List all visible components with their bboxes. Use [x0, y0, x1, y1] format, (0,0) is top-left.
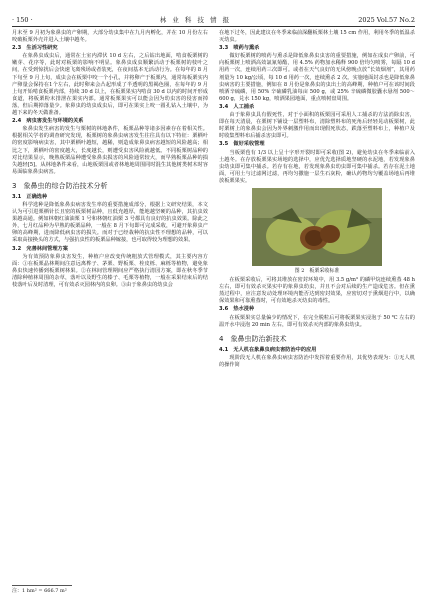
- page-header: [12, 10, 415, 27]
- section-heading: 3.4 人工捕杀: [219, 103, 255, 110]
- paragraph: 为有效预防象鼻虫害发生，种植户应改变传统粗放式管理模式，其主要内容方面：①在板栗晶林期间注意远离桦子、茅栗、野板栗、栓皮栎、麻栎等植物，避免象鼻虫快速传播到板栗树林果。②在林间管理期间应严格执行清园方案，即在秋冬季节清除种植林周围的杂草，落叶以及野生的榛子、毛栗等植物，一般在采果结束后的结枝落叶后及时清理，可有效杀灭园林内的虫卵。③由于象鼻虫的幼虫会: [12, 253, 208, 288]
- paragraph: 科学选种是降低象鼻虫病害发生率的重要措施成部分，根据上文研究结果，本文认为可引进栗栖针长且密的板栗树品种，且低充越厚，能地越坚硬的品种，其抗虫效果越高通。例如林朝红油油栗 1 号和林朝红油栗 3 号都具有良好的抗虫效果。除此之外，七月红品种为早熟的板栗品种，一般在 8 月下旬即可完成采收，可避开象鼻虫产卵的高峰期，进而降低病虫害的损失。而对于已经栽种的抗虫性不理想的品种，可以采取高接换头的方式，与强抗虫性的板栗品种嫁接，也可取得较为理想的效果。: [12, 201, 208, 244]
- journal-title: 林 业 科 技 情 报: [159, 16, 232, 24]
- issue-info: 2025 Vol.57 No.2: [358, 16, 415, 24]
- right-column: [219, 30, 415, 369]
- figure-caption: 图 2 板栗采收标准: [294, 267, 340, 274]
- paragraph: 做好板栗树的喷药与熏杀是降低象鼻虫虫害的重要措施，例如在成虫产卵前，可向板栗树上喷洒高效氯氰菊酯，用 4.5% 药物加水稀释 900 倍均匀喷雾，每隔 10 d 用药一次，连续用药三次即可。或者在天气良好的无风傍晚点放“长效烟剂”，其用药剂量为 10 kg/公顷，每 10 d 用药一次，连续熏杀 2 次。实施地面封杀也是降低象鼻虫病害的主要措施，例如在 8 月份是象鼻虫的虫出土的高峰期，种植户可在该时间段喷洒辛硫磷，用 50% 辛硫磷乳油每亩 500 g，或 25% 辛硫磷微胶囊水悬剂 500～600 g，兑水 150 kg，喷洒果园地面，重点喷树盘周围。: [219, 53, 415, 102]
- section-heading: 4.1 无人机在象鼻虫病虫害防治中的应用: [219, 346, 317, 353]
- paragraph: 在板栗果实总量偏少的情况下，在完全脱粒后可将板栗果实浸泡于 50 ℃ 左右的温开水中浸泡 20 min 左右，即可有效杀灭内部的象鼻虫幼虫。: [219, 314, 415, 328]
- section-heading: 2.3 生活习性研究: [12, 45, 58, 52]
- chapter-heading: 3 象鼻虫的综合防治技术分析: [12, 181, 108, 190]
- paragraph: 由于象鼻虫具有假死性，对于小面积的板栗园可采用人工捕杀的方法消除虫害，即在每天清晨，在栗树下铺设一层塑料布，清除塑料布的死角后轻轻晃动板栗树，此时栗树上的象鼻虫会因为外界刺激作用而出现假死状态，跌落至塑料布上，种植户及时收集塑料布后捕杀害虫即可。: [219, 112, 415, 140]
- section-heading: 3.3 喷药与熏杀: [219, 45, 260, 52]
- page-number: · 150 ·: [12, 16, 33, 24]
- paragraph: 当板栗苞有 1/3 以上呈十字形开裂时即可采收(图 2)，避免幼虫在冬季来临前入土越冬。在存放板栗果实场地的选择中，应优先选择质地坚硬的水泥地，若发现象鼻虫幼虫即可集中捕杀。若存有在地，若发现象鼻虫幼虫即可集中捕杀。若存在泥土地面，可用土与过滤网过滤，再均匀撒施一层生石灰粉，确认药物均匀覆盖场地后再堆放板栗果实。: [219, 149, 415, 184]
- left-column: [12, 30, 208, 289]
- section-heading: 3.2 完善林间管理方案: [12, 245, 68, 252]
- paragraph: 现阶段无人机在象鼻虫病虫害防治中发挥着重要作用，其优势表现为：①无人机的操作简: [219, 354, 415, 368]
- footnote: 注：1 hm² = 666.7 m²: [12, 585, 72, 594]
- paragraph: 在地下过冬，因此建议在冬季来临前深翻板栗林土壤 15 cm 作用，利用冬季的低温杀灭幼虫。: [219, 30, 415, 44]
- paragraph: 象鼻虫发生病害的发生与栗树的林地条件，板栗品种等诸多因素存在着相关性。根据相关学者的调查研究发现，板栗树的象鼻虫病害发生往往具有以下特征：栗栖叶的密度影响病虫害，其中栗栖叶越短，越稀，则造成象鼻虫病害越短的风险越高；相比之下，栗栖叶的密度越大，长度越长，则遭受虫害风险就越低。不同板栗树品种的对比结果显示，晚熟板栗品种遭受象鼻虫损害的风险通常较大，而早熟板栗品种的损失越轻[5]。从林地条件来看，山地板栗园或者林地地周围同时混生其他树类树木时容易面临象鼻虫病害。: [12, 126, 208, 175]
- section-heading: 3.6 热水浸种: [219, 306, 255, 313]
- section-heading: 3.1 正确选种: [12, 193, 48, 200]
- chestnut-harvest-photo: [252, 188, 382, 266]
- chapter-heading: 4 象鼻虫防治新技术: [219, 334, 287, 343]
- paragraph: 月末至 9 月初为象鼻虫的产卵期，大部分幼虫集中在九月内孵化，并在 10 月份左右咬破板栗外壳并进入土壤中越冬。: [12, 30, 208, 44]
- paragraph: 在板栗采收后，可将其堆放在密封环境中，用 3.5 g/m³ 的磷甲烷连续熏蒸 48 h 左右，即可有效杀灭果实中的象鼻虫幼虫，并且不会对后续的生产造成危害。但在熏蒸过程中，应注意发动处理环境内能否达到密封效果，应密切对于熏烟进行中，以确保效果和可靠熏蒸时，可有效地杀灭幼虫的毒性。: [219, 277, 415, 305]
- section-heading: 3.5 做好采收管理: [219, 141, 265, 148]
- paragraph: 在象鼻虫成虫后，通常在土室内滞伏 10 d 左右，之后钻出地面，啃食板栗树的嫩芽、花序等，此时对板栗的影响不明显。象鼻虫成虫顺繁活动于板栗树的枝叶之间，在受到惊扰后会快速飞离残场或者装死，在夜间基本无活动行为。在每年的 8 月下旬至 9 月上旬，成虫会在板栗中咬一个小孔，并将卵产于板栗内，通常每板栗实内产卵量会保持在1个左右，此时卵来会凸起形成了半透明的黑褐色圈，在每年的 9 月上旬开始啃食板栗内部，持续 30 d 以上，在板栗果实内啃食 30 d 以内的时间开形成食道，将板栗粉末排泄在果实内部。通常板栗果实可以能会因为幼虫害的侵害而掉落，但后期掉落量少。象鼻虫的幼虫成虫后，即可在果实上咬一圆孔钻入土壤中，为越下来的冬天做准备。: [12, 53, 208, 117]
- section-heading: 2.4 病虫害发生与环境的关系: [12, 118, 84, 125]
